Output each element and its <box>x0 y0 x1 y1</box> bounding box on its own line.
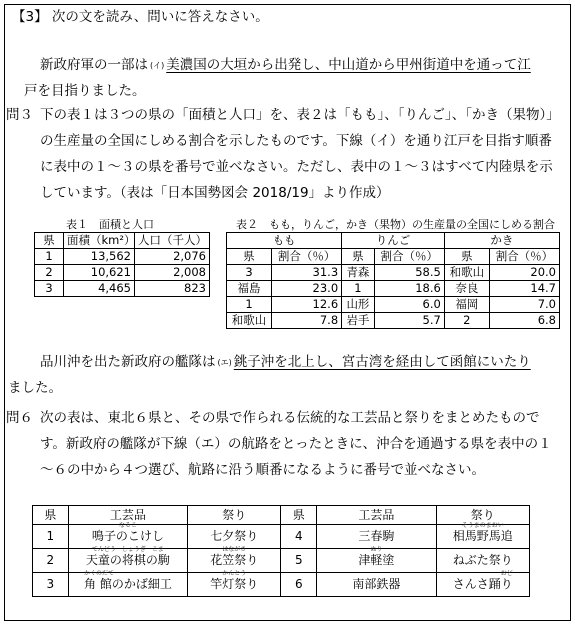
table-cell: 6.0 <box>374 297 444 313</box>
furigana: おど <box>500 570 513 577</box>
passage-1-underlined: 美濃国の大垣から出発し、中山道から甲州街道中を通って江 <box>166 57 531 73</box>
table-row <box>227 297 560 313</box>
table-cell <box>317 546 436 573</box>
table-header-cell: 県 <box>444 249 489 265</box>
table-header-cell: 祭り <box>436 506 529 525</box>
table-cell: 2 <box>33 549 69 573</box>
table-group-header: りんご <box>342 233 445 249</box>
table-cell: ねぶた祭り <box>436 549 529 573</box>
table-cell: 13,562 <box>64 249 135 265</box>
table-group-header: もも <box>227 233 342 249</box>
question-3-line-4: しています。（表は「日本国勢図会 2018/19」より作成） <box>40 185 390 201</box>
table-cell: 7.0 <box>489 297 559 313</box>
table-cell: 1 <box>35 249 64 265</box>
cell-with-furigana <box>85 546 170 568</box>
table-cell: 山形 <box>342 297 375 313</box>
passage-2-tag: (エ) <box>217 358 232 367</box>
furigana: かくのだて <box>84 570 115 577</box>
table-cell: 5 <box>281 549 317 573</box>
table-cell: 三春駒 <box>317 525 436 549</box>
table-cell: 3 <box>227 265 272 281</box>
table-header-cell: 県 <box>342 249 375 265</box>
table-cell: 3 <box>35 281 64 297</box>
table-row <box>35 249 210 265</box>
cell-with-furigana <box>210 570 259 592</box>
table-cell: 2 <box>444 313 489 329</box>
furigana: そうまのまおい <box>461 522 504 529</box>
table-cell <box>436 570 529 597</box>
table-cell: 青森 <box>342 265 375 281</box>
question-3-line-1: 下の表１は３つの県の「面積と人口」を、表２は「もも」、「りんご」、「かき（果物）」 <box>40 107 560 123</box>
table-1 <box>34 232 210 297</box>
table-cell: 4,465 <box>64 281 135 297</box>
table-cell: 3 <box>33 573 69 597</box>
table-header-row <box>35 233 210 249</box>
table-cell: 1 <box>227 297 272 313</box>
table-cell: 5.7 <box>374 313 444 329</box>
table-cell: 58.5 <box>374 265 444 281</box>
passage-1-tag: (イ) <box>150 61 165 70</box>
furigana: はながさ <box>222 546 247 553</box>
table-header-cell: 工芸品 <box>317 506 436 525</box>
cell-with-furigana <box>452 522 513 544</box>
table-cell: 14.7 <box>489 281 559 297</box>
table-header-cell: 工芸品 <box>68 506 187 525</box>
craft-name: 天童の将棋の駒 <box>85 553 170 567</box>
table-cell: 2 <box>35 265 64 281</box>
cell-with-furigana <box>84 570 172 592</box>
table-row <box>33 525 530 549</box>
table-header-cell: 人口（千人） <box>135 233 210 249</box>
table-2-caption: 表２ もも，りんご，かき（果物）の生産量の全国にしめる割合 <box>236 218 555 231</box>
table-group-header: かき <box>444 233 559 249</box>
festival-name: 竿灯祭り <box>210 577 259 591</box>
question-3-line-3: に表中の１～３の県を番号で並べなさい。ただし、表中の１～３はすべて内陸県を示 <box>40 159 553 175</box>
table-cell: 2,076 <box>135 249 210 265</box>
cell-with-furigana <box>358 546 395 568</box>
table-row <box>35 281 210 297</box>
section-header: 【3】 次の文を読み、問いに答えなさい。 <box>12 9 269 25</box>
table-3 <box>32 505 530 597</box>
cell-with-furigana <box>452 570 513 592</box>
table-cell: 20.0 <box>489 265 559 281</box>
question-6-line-3: ～６の中から４つ選び、航路に沿う順番になるように番号で並べなさい。 <box>40 462 485 478</box>
table-cell: 18.6 <box>374 281 444 297</box>
table-cell: 823 <box>135 281 210 297</box>
craft-name: 津軽塗 <box>358 553 395 567</box>
table-cell <box>68 546 187 573</box>
table-cell <box>436 522 529 549</box>
festival-name: 相馬野馬追 <box>452 529 513 543</box>
table-cell: 31.3 <box>272 265 342 281</box>
table-cell: 10,621 <box>64 265 135 281</box>
table-cell: 1 <box>33 525 69 549</box>
passage-2-before: 品川沖を出た新政府の艦隊は <box>40 354 216 370</box>
furigana: かんとう <box>222 570 247 577</box>
question-6-line-1: 次の表は、東北６県と、その県で作られる伝統的な工芸品と祭りをまとめたもので <box>40 410 540 426</box>
table-row <box>227 265 560 281</box>
table-group-row <box>227 233 560 249</box>
craft-name: 鳴子のこけし <box>91 529 164 543</box>
table-cell: 岩手 <box>342 313 375 329</box>
question-6-line-2: す。新政府の艦隊が下線（エ）の航路をとったときに、沖合を通過する県を表中の１ <box>40 436 552 452</box>
table-row <box>227 313 560 329</box>
table-row <box>33 549 530 573</box>
question-3-line-2: の生産量の全国にしめる割合を示したものです。下線（イ）を通り江戸を目指す順番 <box>40 133 552 149</box>
table-header-cell: 県 <box>35 233 64 249</box>
table-cell <box>188 546 281 573</box>
table-header-cell: 祭り <box>188 506 281 525</box>
table-cell <box>188 570 281 597</box>
table-cell: 福島 <box>227 281 272 297</box>
table-header-cell: 県 <box>227 249 272 265</box>
passage-2-line-1 <box>40 353 531 372</box>
craft-name: 角 館のかば細工 <box>84 577 172 591</box>
passage-2-underlined: 銚子沖を北上し、宮古湾を経由して函館にいたり <box>233 354 531 370</box>
cell-with-furigana <box>210 546 259 568</box>
table-cell <box>68 522 187 549</box>
table-cell: 1 <box>342 281 375 297</box>
table-cell: 福岡 <box>444 297 489 313</box>
table-header-cell: 県 <box>33 506 69 525</box>
table-cell: 4 <box>281 525 317 549</box>
furigana: なるこ <box>118 522 137 529</box>
question-3-label: 問３ <box>6 107 33 123</box>
table-header-cell: 割合（％） <box>489 249 559 265</box>
table-cell: 和歌山 <box>444 265 489 281</box>
question-6-label: 問６ <box>6 410 33 426</box>
table-header-row <box>227 249 560 265</box>
furigana: てんどう しょうぎ こま <box>91 546 164 553</box>
table-header-row <box>33 506 530 525</box>
table-cell: 七夕祭り <box>188 525 281 549</box>
table-header-cell: 県 <box>281 506 317 525</box>
cell-with-furigana <box>91 522 164 544</box>
table-1-caption: 表１ 面積と人口 <box>66 218 154 231</box>
table-row <box>35 265 210 281</box>
table-cell: 7.8 <box>272 313 342 329</box>
table-row <box>227 281 560 297</box>
table-cell: 南部鉄器 <box>317 573 436 597</box>
passage-2-line-2: ました。 <box>8 380 62 396</box>
passage-1-line-2: 戸を目指りました。 <box>24 83 146 99</box>
table-2 <box>226 232 560 329</box>
table-header-cell: 割合（％） <box>374 249 444 265</box>
table-cell: 2,008 <box>135 265 210 281</box>
table-cell: 6 <box>281 573 317 597</box>
table-header-cell: 面積（km²） <box>64 233 135 249</box>
table-header-cell: 割合（％） <box>272 249 342 265</box>
table-cell: 和歌山 <box>227 313 272 329</box>
passage-1-before: 新政府軍の一部は <box>40 57 148 73</box>
table-cell: 23.0 <box>272 281 342 297</box>
passage-1-line-1 <box>40 56 531 75</box>
table-cell: 12.6 <box>272 297 342 313</box>
furigana: ぬり <box>370 546 383 553</box>
table-cell: 奈良 <box>444 281 489 297</box>
table-row <box>33 573 530 597</box>
festival-name: さんさ踊り <box>452 577 513 591</box>
table-cell: 6.8 <box>489 313 559 329</box>
table-cell <box>68 570 187 597</box>
festival-name: 花笠祭り <box>210 553 259 567</box>
